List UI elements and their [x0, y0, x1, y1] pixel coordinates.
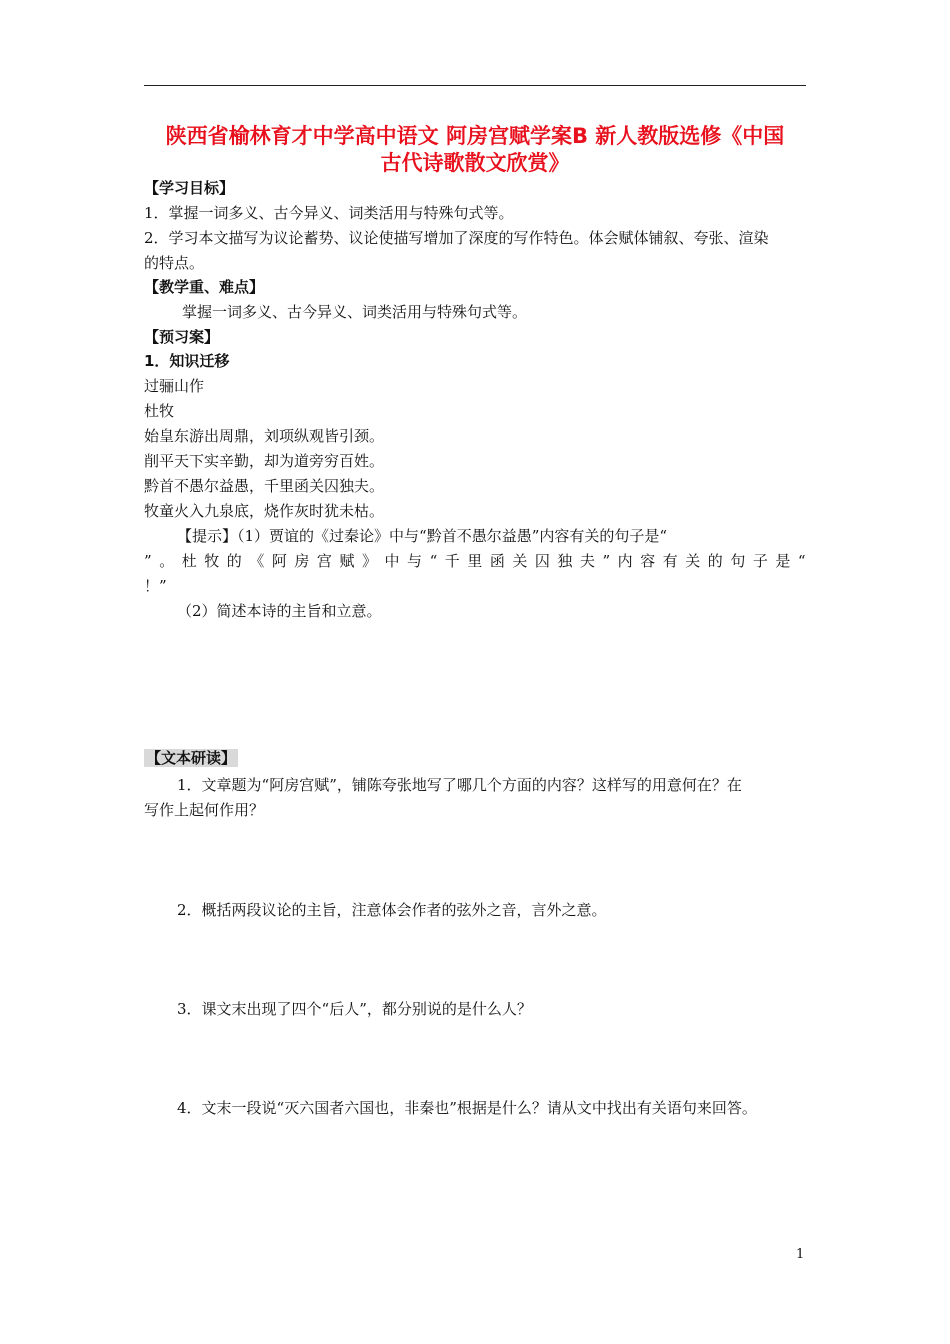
page-number: 1 — [796, 1247, 805, 1262]
poem-author: 杜牧 — [144, 402, 175, 420]
poem-line-4: 牧童火入九泉底，烧作灰时犹未枯。 — [144, 502, 385, 520]
preview-heading: 【预习案】 — [144, 328, 220, 346]
goal-item-2-line-2: 的特点。 — [144, 254, 205, 272]
goals-heading: 【学习目标】 — [144, 179, 235, 197]
goal-item-1: 1．掌握一词多义、古今异义、词类活用与特殊句式等。 — [144, 204, 514, 222]
poem-title: 过骊山作 — [144, 377, 205, 395]
title-line-1: 陕西省榆林育才中学高中语文 阿房宫赋学案B 新人教版选修《中国 — [165, 124, 785, 148]
document-title — [140, 123, 810, 177]
hint-line-3: ！” — [144, 577, 167, 595]
key-points-text: 掌握一词多义、古今异义、词类活用与特殊句式等。 — [182, 303, 528, 321]
hint-line-2: ” 。 杜 牧 的 《 阿 房 宫 赋 》 中 与 “ 千 里 函 关 囚 独 夫 ” 内 容 有 关 的 句 子 是 “ — [144, 552, 806, 570]
study-question-2: 2．概括两段议论的主旨，注意体会作者的弦外之音，言外之意。 — [177, 901, 607, 919]
poem-line-1: 始皇东游出周鼎，刘项纵观皆引颈。 — [144, 427, 385, 445]
poem-line-3: 黔首不愚尔益愚，千里函关囚独夫。 — [144, 477, 385, 495]
goal-item-2-line-1: 2．学习本文描写为议论蓄势、议论使描写增加了深度的写作特色。体会赋体铺叙、夸张、渲染 — [144, 229, 769, 247]
key-points-heading: 【教学重、难点】 — [144, 278, 265, 296]
study-question-4: 4．文末一段说“灭六国者六国也，非秦也”根据是什么？请从文中找出有关语句来回答。 — [177, 1099, 757, 1117]
poem-line-2: 削平天下实辛勤，却为道旁穷百姓。 — [144, 452, 385, 470]
study-question-3: 3．课文末出现了四个“后人”，都分别说的是什么人？ — [177, 1000, 532, 1018]
preview-section-title: 1．知识迁移 — [144, 352, 230, 370]
study-question-1-line-1: 1．文章题为“阿房宫赋”，铺陈夸张地写了哪几个方面的内容？这样写的用意何在？在 — [177, 776, 742, 794]
header-rule — [144, 85, 806, 86]
study-question-1-line-2: 写作上起何作用？ — [144, 801, 265, 819]
title-line-2: 古代诗歌散文欣赏》 — [380, 151, 570, 175]
hint-question-2: （2）简述本诗的主旨和立意。 — [177, 602, 382, 620]
hint-line-1: 【提示】（1）贾谊的《过秦论》中与“黔首不愚尔益愚”内容有关的句子是“ — [177, 527, 668, 545]
study-heading: 【文本研读】 — [146, 749, 237, 767]
